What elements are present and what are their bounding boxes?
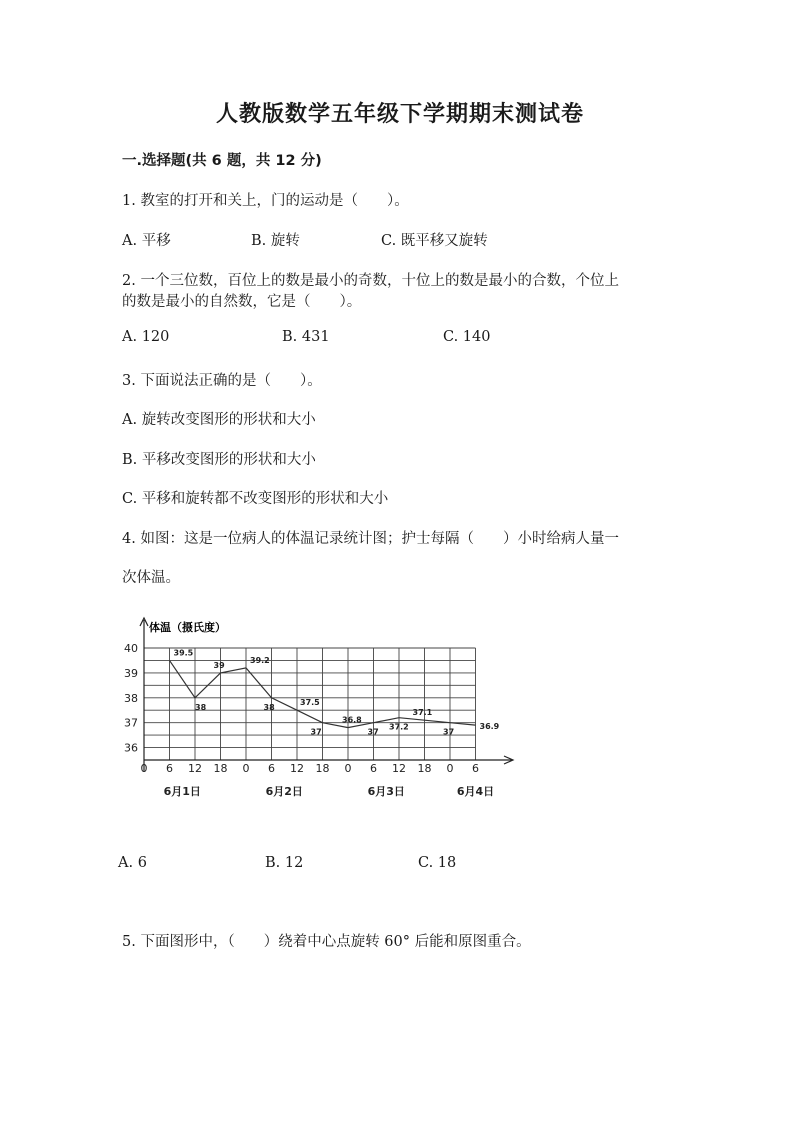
y-tick-label: 38 xyxy=(124,691,138,705)
question-2-option-a[interactable]: A. 120 xyxy=(122,329,170,345)
data-label: 37 xyxy=(443,727,455,737)
x-tick-label: 12 xyxy=(188,762,202,775)
data-label: 37 xyxy=(367,727,379,737)
data-label: 36.9 xyxy=(479,722,500,732)
x-tick-label: 18 xyxy=(417,762,432,775)
question-2-line-1: 2. 一个三位数，百位上的数是最小的奇数，十位上的数是最小的合数，个位上 xyxy=(122,273,619,289)
temperature-line-chart xyxy=(118,612,528,807)
question-3-option-c[interactable]: C. 平移和旋转都不改变图形的形状和大小 xyxy=(122,491,389,507)
x-tick-label: 0 xyxy=(344,762,352,775)
x-tick-label: 12 xyxy=(392,762,406,775)
x-tick-label: 6 xyxy=(268,762,275,775)
question-4-option-c[interactable]: C. 18 xyxy=(418,855,457,871)
data-label: 36.8 xyxy=(342,715,362,725)
question-3-line-1: 3. 下面说法正确的是（ ）。 xyxy=(122,373,322,389)
question-2-line-2: 的数是最小的自然数，它是（ ）。 xyxy=(122,294,362,310)
question-3-option-b[interactable]: B. 平移改变图形的形状和大小 xyxy=(122,452,316,468)
x-tick-label: 12 xyxy=(290,762,304,775)
question-4-option-a[interactable]: A. 6 xyxy=(118,855,147,871)
data-label: 37.2 xyxy=(389,722,409,732)
data-label: 37.5 xyxy=(300,698,320,708)
question-3-option-a[interactable]: A. 旋转改变图形的形状和大小 xyxy=(122,412,316,428)
x-tick-label: 18 xyxy=(213,762,228,775)
date-label: 6月1日 xyxy=(163,785,201,798)
question-1-option-a[interactable]: A. 平移 xyxy=(122,233,171,249)
x-tick-label: 6 xyxy=(166,762,173,775)
date-label: 6月3日 xyxy=(367,785,405,798)
section-heading: 一.选择题(共 6 题，共 12 分) xyxy=(122,153,322,169)
date-label: 6月2日 xyxy=(265,785,303,798)
date-label: 6月4日 xyxy=(456,785,495,798)
x-tick-label: 0 xyxy=(446,762,454,775)
y-tick-label: 40 xyxy=(124,642,138,655)
data-label: 38 xyxy=(263,702,275,712)
question-1-option-b[interactable]: B. 旋转 xyxy=(251,233,300,249)
data-label: 38 xyxy=(195,702,207,712)
page-title: 人教版数学五年级下学期期末测试卷 xyxy=(215,102,584,127)
x-tick-label: 0 xyxy=(242,762,250,775)
data-label: 37.1 xyxy=(412,708,433,718)
y-axis-label: 体温（摄氏度） xyxy=(149,621,226,634)
question-4-option-b[interactable]: B. 12 xyxy=(265,855,304,871)
question-1-line-1: 1. 教室的打开和关上，门的运动是（ ）。 xyxy=(122,193,409,209)
data-label: 39 xyxy=(213,660,225,670)
y-tick-label: 36 xyxy=(124,741,138,755)
x-tick-label: 0 xyxy=(140,762,148,775)
question-1-option-c[interactable]: C. 既平移又旋转 xyxy=(381,233,488,249)
x-tick-label: 6 xyxy=(370,762,377,775)
data-label: 39.5 xyxy=(173,648,194,658)
x-tick-label: 18 xyxy=(315,762,330,775)
question-4-line-2: 次体温。 xyxy=(122,570,180,586)
question-5-line-1: 5. 下面图形中，（ ）绕着中心点旋转 60° 后能和原图重合。 xyxy=(122,934,531,950)
question-4-line-1: 4. 如图：这是一位病人的体温记录统计图；护士每隔（ ）小时给病人量一 xyxy=(122,531,619,547)
y-tick-label: 37 xyxy=(124,716,138,730)
y-tick-label: 39 xyxy=(124,666,138,680)
question-2-option-b[interactable]: B. 431 xyxy=(282,329,330,345)
question-2-option-c[interactable]: C. 140 xyxy=(443,329,491,345)
data-label: 39.2 xyxy=(250,655,270,665)
data-label: 37 xyxy=(310,727,322,737)
x-tick-label: 6 xyxy=(472,762,479,775)
